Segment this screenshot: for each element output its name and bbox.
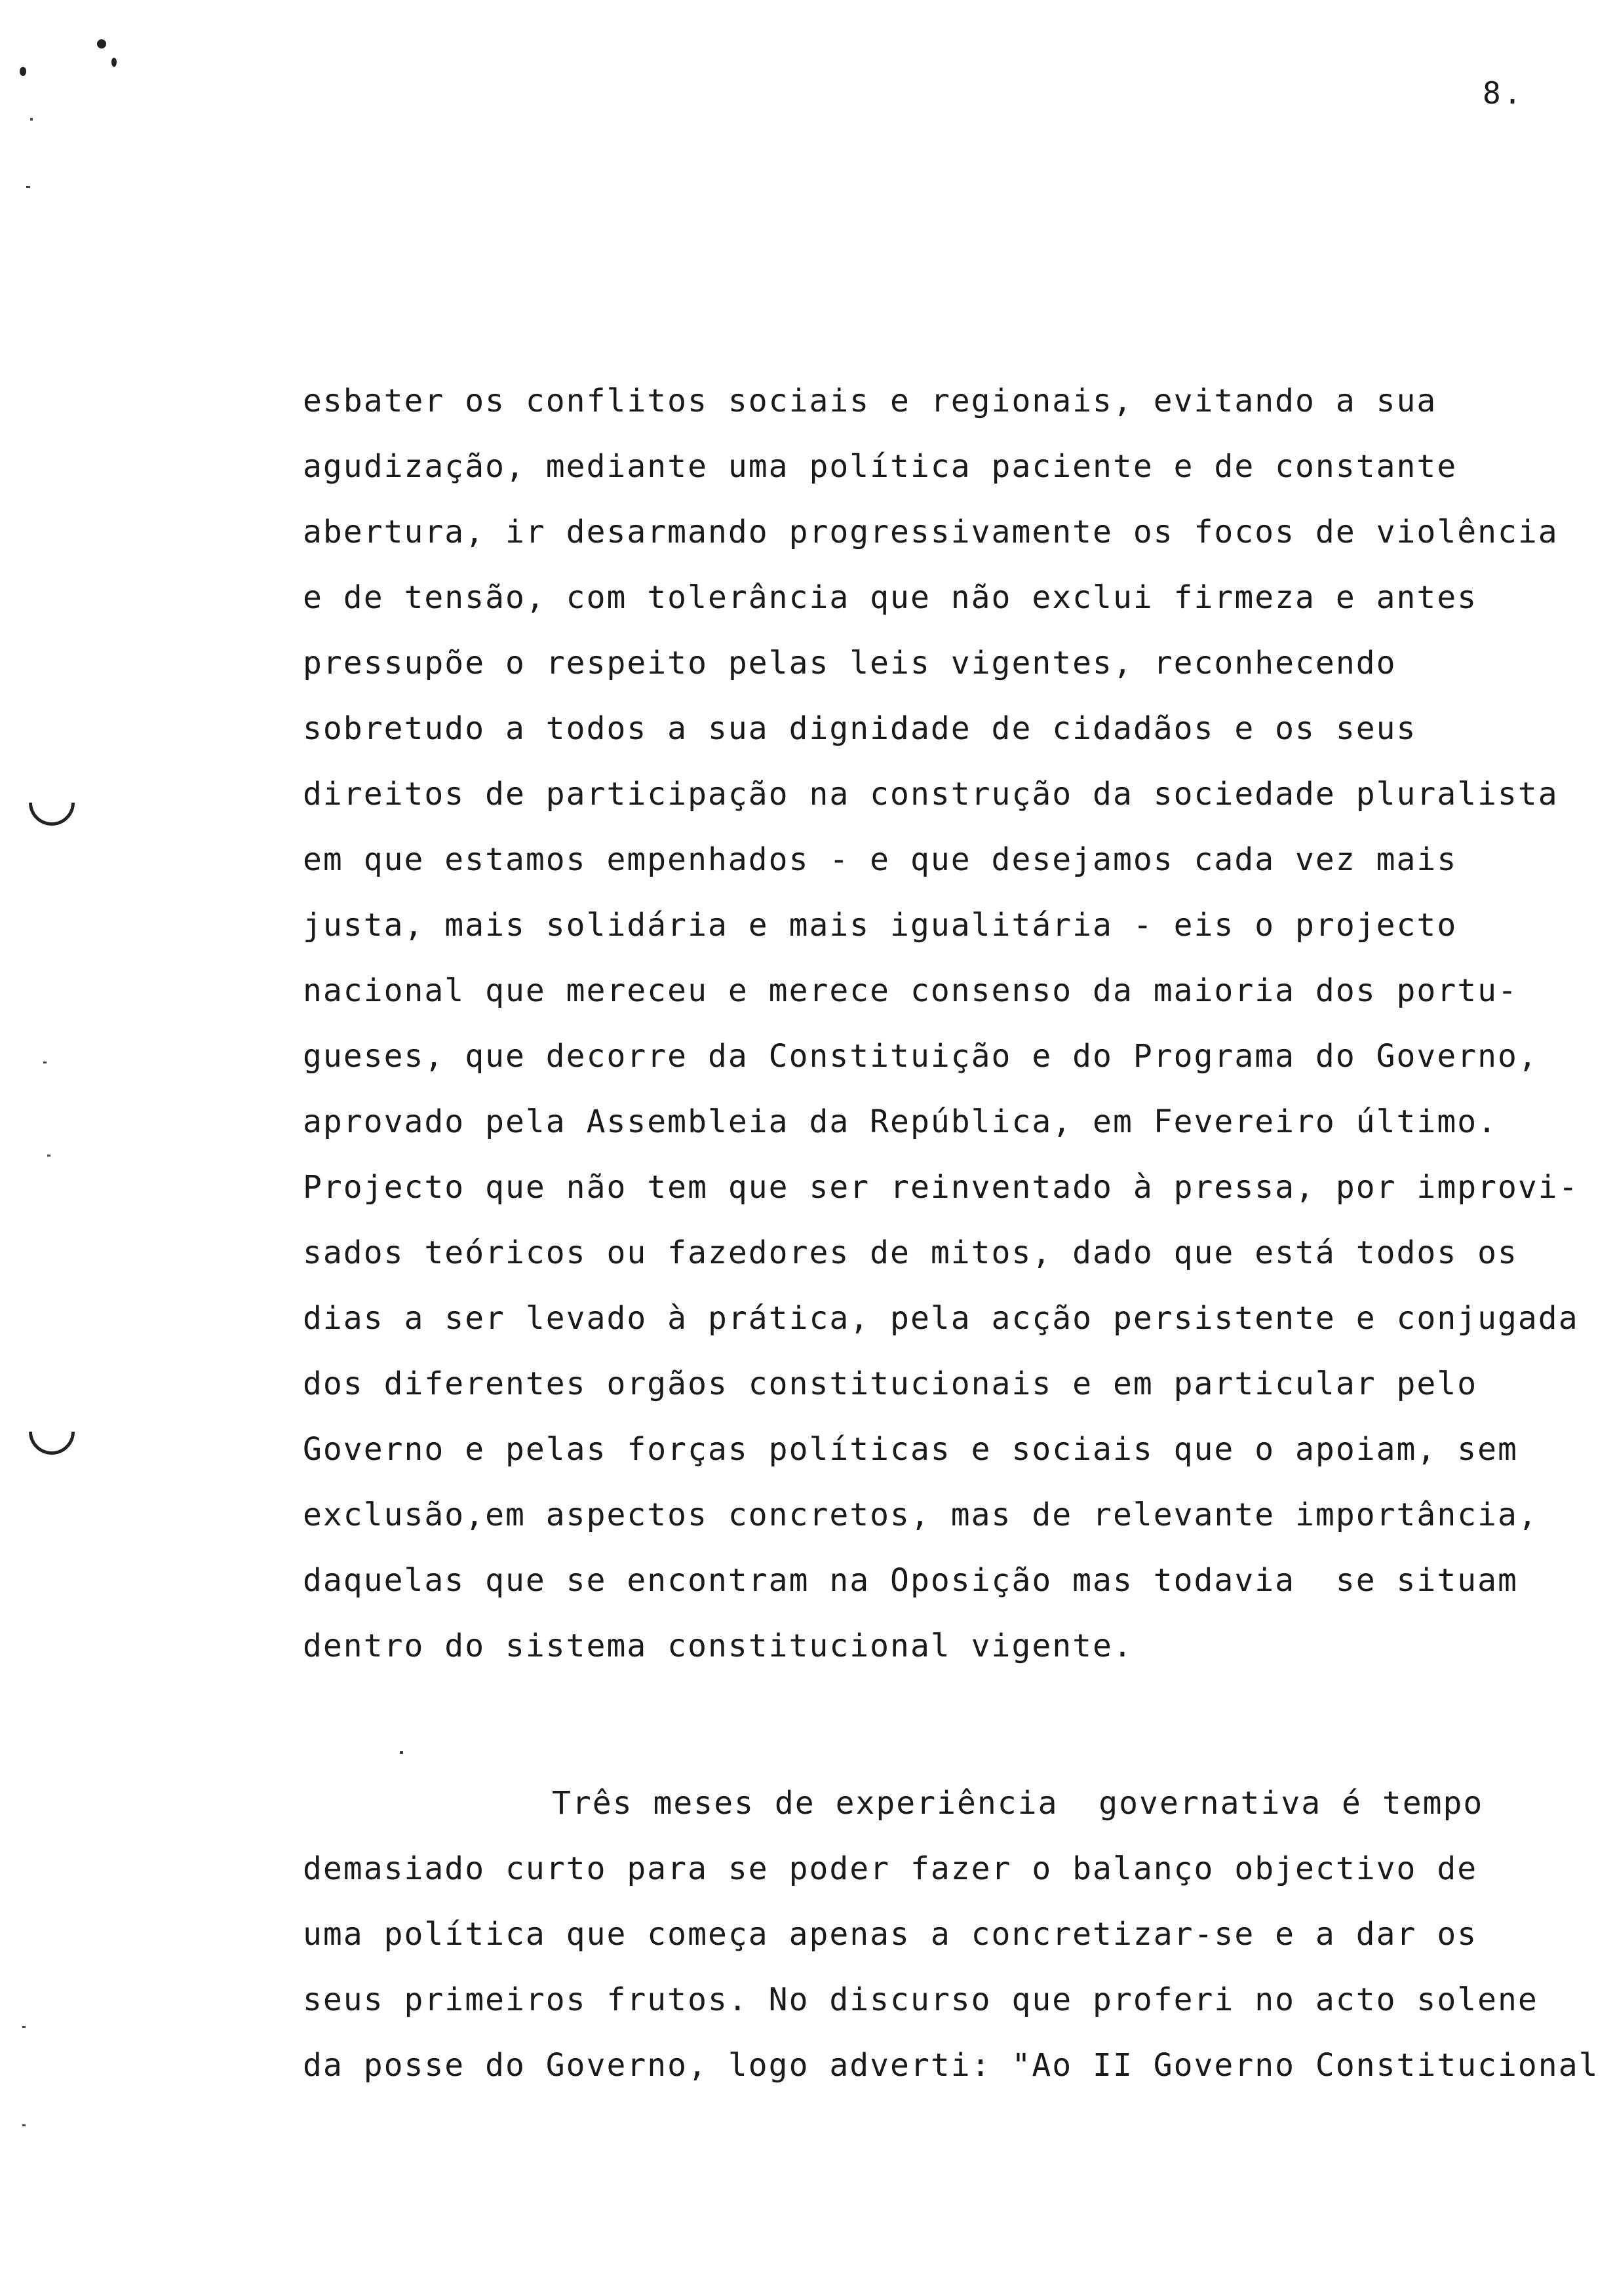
text-line: aprovado pela Assembleia da República, em Fevereiro último. xyxy=(303,1103,1498,1140)
text-line: dentro do sistema constitucional vigente. xyxy=(303,1628,1133,1664)
binding-hole-mark xyxy=(20,1400,85,1464)
scan-speck xyxy=(400,1751,403,1754)
binding-hole-mark xyxy=(20,771,85,835)
text-line: abertura, ir desarmando progressivamente os focos de violência xyxy=(303,514,1559,550)
text-line: esbater os conflitos sociais e regionais, evitando a sua xyxy=(303,383,1437,419)
text-line: exclusão,em aspectos concretos, mas de relevante importância, xyxy=(303,1497,1538,1533)
text-line: gueses, que decorre da Constituição e do Programa do Governo, xyxy=(303,1038,1538,1075)
text-line: dos diferentes orgãos constitucionais e em particular pelo xyxy=(303,1366,1478,1402)
scan-speck xyxy=(20,67,26,76)
scan-speck xyxy=(26,186,30,188)
text-line: Três meses de experiência governativa é tempo xyxy=(552,1785,1484,1822)
text-line: sados teóricos ou fazedores de mitos, dado que está todos os xyxy=(303,1234,1518,1271)
text-line: demasiado curto para se poder fazer o balanço objectivo de xyxy=(303,1850,1478,1887)
scan-speck xyxy=(30,118,33,121)
text-line: em que estamos empenhados - e que desejamos cada vez mais xyxy=(303,841,1458,878)
scan-speck xyxy=(43,1062,47,1063)
text-line: uma política que começa apenas a concretizar-se e a dar os xyxy=(303,1916,1478,1953)
text-line: agudização, mediante uma política paciente e de constante xyxy=(303,448,1458,485)
paragraph xyxy=(303,1784,1599,2111)
scan-speck xyxy=(111,58,117,67)
paragraph xyxy=(303,381,1579,1692)
text-line: daquelas que se encontram na Oposição mas todavia se situam xyxy=(303,1562,1518,1599)
text-line: pressupõe o respeito pelas leis vigentes, reconhecendo xyxy=(303,645,1397,681)
text-line: nacional que mereceu e merece consenso da maioria dos portu- xyxy=(303,972,1518,1009)
text-line: seus primeiros frutos. No discurso que proferi no acto solene xyxy=(303,1981,1538,2018)
text-line: direitos de participação na construção da sociedade pluralista xyxy=(303,776,1559,813)
scan-speck xyxy=(22,2026,26,2028)
page-number: 8. xyxy=(1483,75,1525,111)
scan-speck xyxy=(47,1155,50,1157)
text-line: sobretudo a todos a sua dignidade de cidadãos e os seus xyxy=(303,710,1417,747)
scan-speck xyxy=(97,39,106,48)
text-line: da posse do Governo, logo adverti: "Ao II Governo Constitucional xyxy=(303,2047,1599,2084)
text-line: e de tensão, com tolerância que não exclui firmeza e antes xyxy=(303,579,1478,616)
text-line: Governo e pelas forças políticas e sociais que o apoiam, sem xyxy=(303,1431,1518,1468)
scan-speck xyxy=(22,2124,26,2126)
text-line: dias a ser levado à prática, pela acção persistente e conjugada xyxy=(303,1300,1579,1337)
text-line: Projecto que não tem que ser reinventado à pressa, por improvi- xyxy=(303,1169,1579,1206)
text-line: justa, mais solidária e mais igualitária - eis o projecto xyxy=(303,907,1458,944)
